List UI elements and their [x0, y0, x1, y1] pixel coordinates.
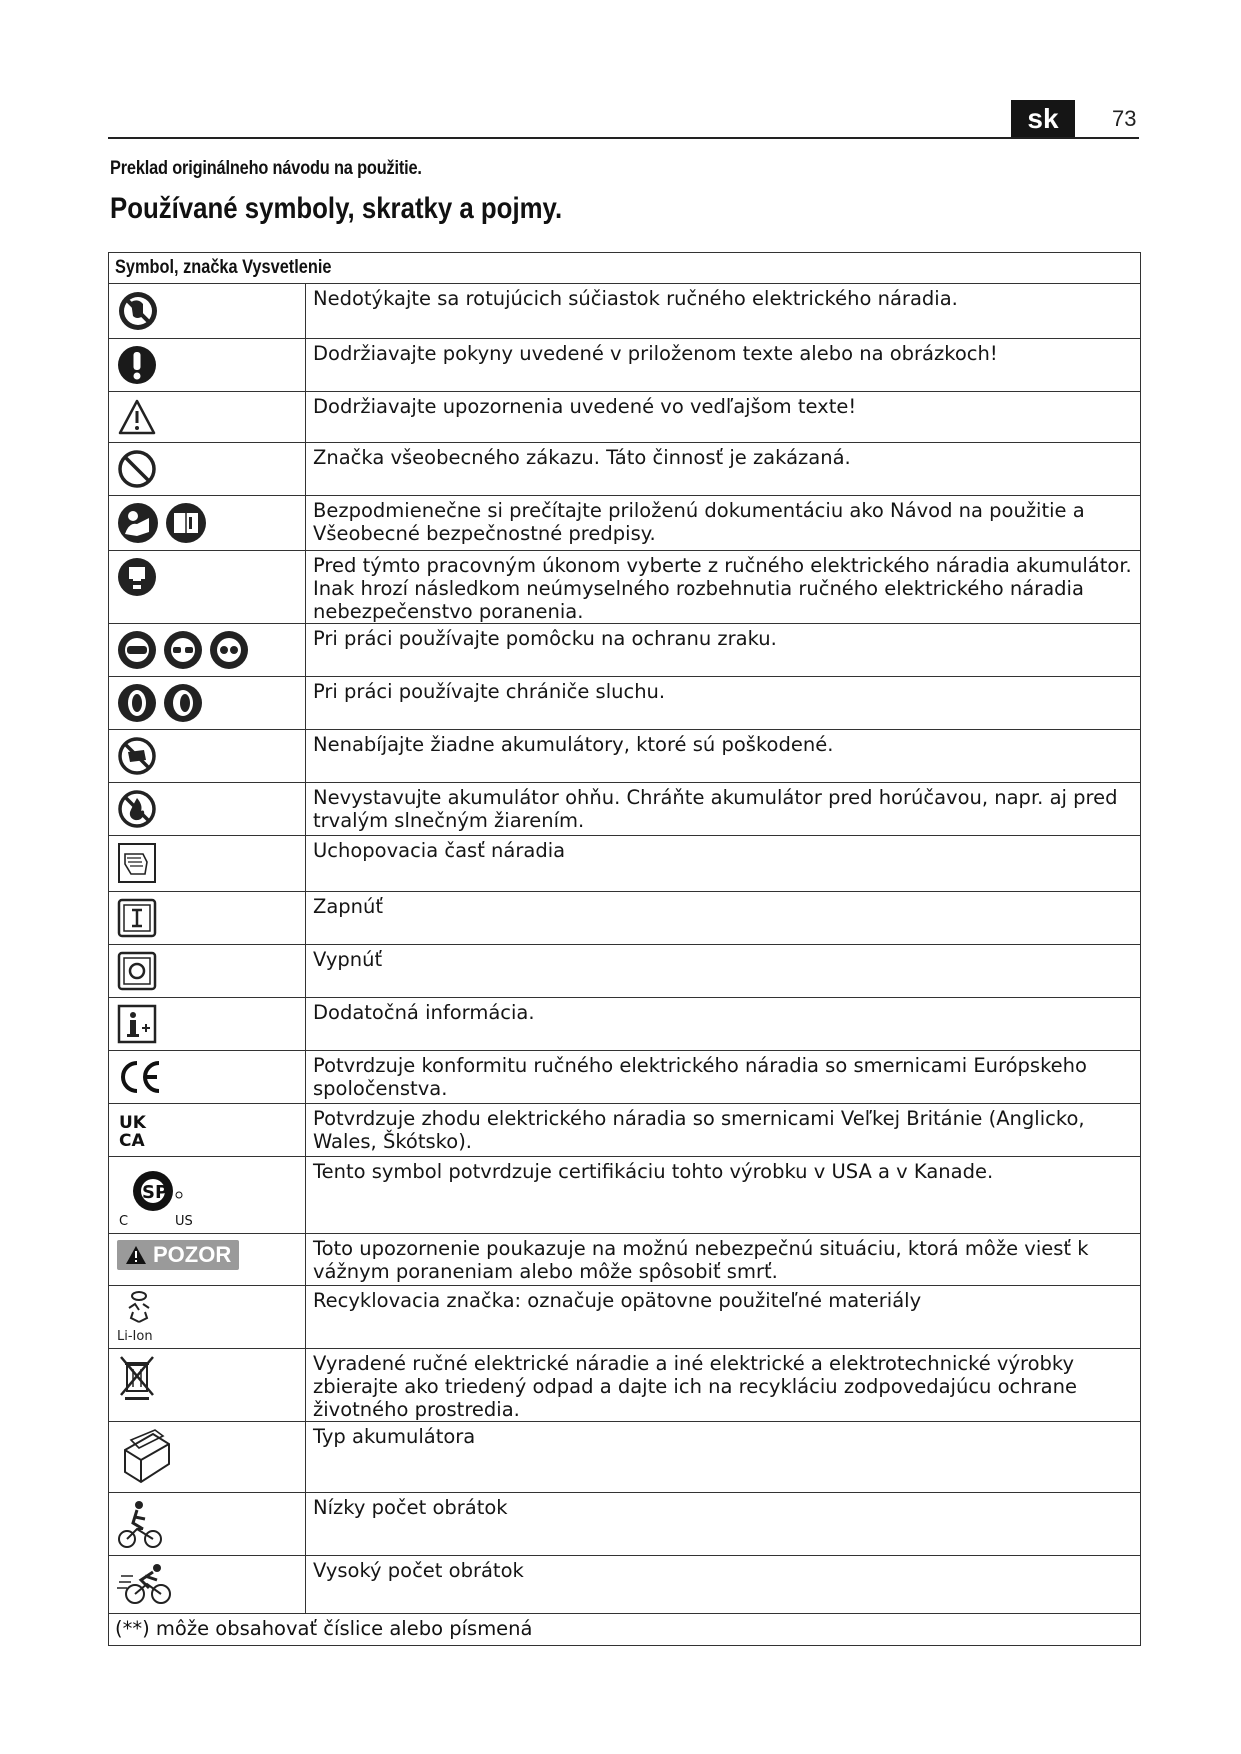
row-text: Zapnúť: [306, 892, 1141, 945]
page-title: Používané symboly, skratky a pojmy.: [110, 192, 563, 225]
general-prohibition-icon: [117, 449, 157, 489]
table-footnote-row: [109, 1614, 1141, 1646]
warning-triangle-small-icon: [125, 1245, 147, 1265]
table-row: [109, 339, 1141, 392]
table-row: [109, 1234, 1141, 1286]
table-row: [109, 551, 1141, 624]
table-header: Symbol, značka Vysvetlenie: [109, 253, 1141, 284]
safety-glasses-icon: [209, 630, 249, 670]
table-row: [109, 496, 1141, 551]
recycling-li-ion-icon: [117, 1288, 161, 1342]
row-text: Pri práci používajte chrániče sluchu.: [306, 677, 1141, 730]
page-number: 73: [1112, 106, 1137, 131]
symbols-table: [108, 252, 1141, 1646]
table-row: [109, 392, 1141, 443]
header-divider: [108, 137, 1139, 139]
table-row: [109, 443, 1141, 496]
svg-text:SP: SP: [142, 1182, 169, 1203]
table-row: [109, 1556, 1141, 1614]
warning-triangle-icon: [117, 398, 157, 436]
row-text: Značka všeobecného zákazu. Táto činnosť je zakázaná.: [306, 443, 1141, 496]
table-row: [109, 730, 1141, 783]
safety-goggles-icon: [163, 630, 203, 670]
svg-text:Li-Ion: Li-Ion: [117, 1329, 153, 1342]
row-text: Vyradené ručné elektrické náradie a iné elektrické a elektrotechnické výrobky zbierajte ako triedený odpad a dajte ich na recykláciu zodpovedajúcu ochrane životného prostredia.: [306, 1349, 1141, 1422]
row-text: Dodatočná informácia.: [306, 998, 1141, 1051]
table-row: [109, 1051, 1141, 1104]
info-manual-icon: [165, 502, 207, 544]
svg-text:C: C: [119, 1214, 129, 1227]
row-text: Potvrdzuje konformitu ručného elektrického náradia so smernicami Európskeho spoločenstva.: [306, 1051, 1141, 1104]
row-text: Bezpodmienečne si prečítajte priloženú dokumentáciu ako Návod na použitie a Všeobecné bezpečnostné predpisy.: [306, 496, 1141, 551]
row-text: Uchopovacia časť náradia: [306, 836, 1141, 892]
row-text: Nevystavujte akumulátor ohňu. Chráňte akumulátor pred horúčavou, napr. aj pred trvalým slnečným žiarením.: [306, 783, 1141, 836]
svg-text:CA: CA: [119, 1131, 145, 1150]
table-row: [109, 1349, 1141, 1422]
weee-bin-icon: [117, 1355, 157, 1401]
row-text: Typ akumulátora: [306, 1422, 1141, 1493]
table-row: [109, 783, 1141, 836]
row-text: Potvrdzuje zhodu elektrického náradia so smernicami Veľkej Británie (Anglicko, Wales, Škótsko).: [306, 1104, 1141, 1157]
high-speed-cyclist-icon: [117, 1562, 177, 1606]
row-text: Vypnúť: [306, 945, 1141, 998]
svg-text:US: US: [175, 1214, 193, 1227]
ce-mark-icon: [117, 1057, 165, 1097]
table-row: [109, 677, 1141, 730]
row-text: Tento symbol potvrdzuje certifikáciu tohto výrobku v USA a v Kanade.: [306, 1157, 1141, 1234]
document-subtitle: Preklad originálneho návodu na použitie.: [110, 158, 422, 179]
power-on-icon: [117, 898, 157, 938]
row-text: Nízky počet obrátok: [306, 1493, 1141, 1556]
ear-protection-icon: [117, 683, 157, 723]
row-text: Toto upozornenie poukazuje na možnú nebezpečnú situáciu, ktorá môže viesť k vážnym poraneniam alebo môže spôsobiť smrť.: [306, 1234, 1141, 1286]
svg-text:UK: UK: [119, 1113, 146, 1133]
exclamation-icon: [117, 345, 157, 385]
row-text: Dodržiavajte upozornenia uvedené vo vedľajšom texte!: [306, 392, 1141, 443]
table-row: [109, 1157, 1141, 1234]
pozor-label: [117, 1240, 239, 1270]
low-speed-cyclist-icon: [117, 1499, 163, 1549]
grip-area-icon: [117, 842, 157, 884]
info-plus-icon: [117, 1004, 157, 1044]
row-text: Pri práci používajte pomôcku na ochranu zraku.: [306, 624, 1141, 677]
table-row: [109, 836, 1141, 892]
table-footnote: (**) môže obsahovať číslice alebo písmená: [109, 1614, 1141, 1646]
csa-mark-icon: [117, 1165, 199, 1227]
row-text: Nedotýkajte sa rotujúcich súčiastok ručného elektrického náradia.: [306, 284, 1141, 339]
row-text: Dodržiavajte pokyny uvedené v priloženom texte alebo na obrázkoch!: [306, 339, 1141, 392]
table-row: [109, 1104, 1141, 1157]
read-manual-person-icon: [117, 502, 159, 544]
table-row: [109, 945, 1141, 998]
table-row: [109, 1286, 1141, 1349]
ear-muffs-icon: [163, 683, 203, 723]
no-fire-battery-icon: [117, 789, 157, 829]
no-touch-rotating-parts-icon: [117, 290, 159, 332]
table-row: [109, 1493, 1141, 1556]
pozor-text: POZOR: [153, 1242, 232, 1267]
table-row: [109, 624, 1141, 677]
language-badge: sk: [1011, 100, 1075, 137]
row-text: Recyklovacia značka: označuje opätovne použiteľné materiály: [306, 1286, 1141, 1349]
row-text: Pred týmto pracovným úkonom vyberte z ručného elektrického náradia akumulátor. Inak hrozí následkom neúmyselného rozbehnutia ručného elektrického náradia nebezpečenstvo poranenia.: [306, 551, 1141, 624]
table-row: [109, 1422, 1141, 1493]
table-row: [109, 998, 1141, 1051]
row-text: Vysoký počet obrátok: [306, 1556, 1141, 1614]
remove-battery-icon: [117, 557, 157, 597]
no-charge-damaged-battery-icon: [117, 736, 157, 776]
battery-type-icon: [117, 1428, 173, 1486]
ukca-mark-icon: [117, 1110, 157, 1150]
table-row: [109, 892, 1141, 945]
power-off-icon: [117, 951, 157, 991]
row-text: Nenabíjajte žiadne akumulátory, ktoré sú poškodené.: [306, 730, 1141, 783]
face-shield-icon: [117, 630, 157, 670]
table-row: [109, 284, 1141, 339]
